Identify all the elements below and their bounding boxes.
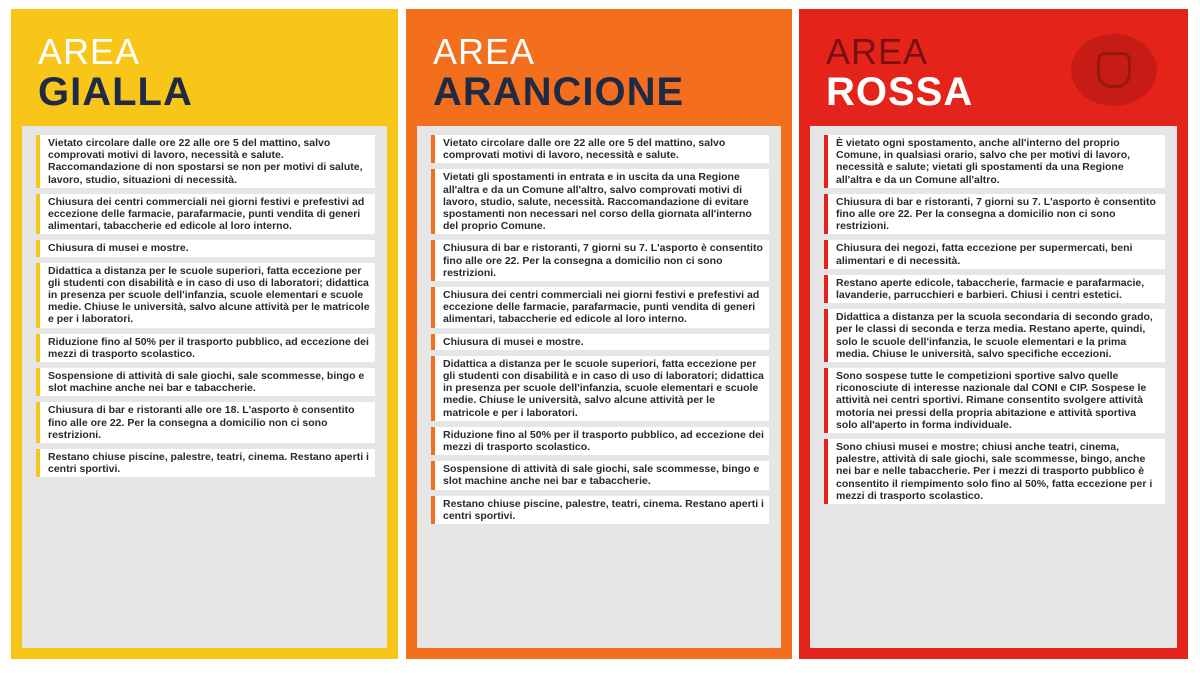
rule-item: Riduzione fino al 50% per il trasporto pubblico, ad eccezione dei mezzi di trasporto scolastico. [431, 427, 769, 455]
rule-item: Chiusura di bar e ristoranti, 7 giorni su 7. L'asporto è consentito fino alle ore 22. Per la consegna a domicilio non ci sono restrizioni. [824, 194, 1165, 235]
rules-list [810, 126, 1177, 648]
rule-item: Chiusura di musei e mostre. [36, 240, 375, 256]
panel-heading [433, 31, 685, 114]
rule-item: Sospensione di attività di sale giochi, sale scommesse, bingo e slot machine anche nei bar e tabaccherie. [36, 368, 375, 396]
rule-item: Sono chiusi musei e mostre; chiusi anche teatri, cinema, palestre, attività di sale giochi, sale scommesse, bingo, anche nei bar e nelle tabaccherie. Per i mezzi di trasporto pubblico è consentito il riempimento solo fino al 50%, fatta eccezione per i mezzi di trasporto scolastico. [824, 439, 1165, 504]
rules-list [417, 126, 781, 648]
panel-area-arancione [406, 9, 792, 659]
area-label: AREA [826, 31, 929, 72]
rule-item: Restano chiuse piscine, palestre, teatri, cinema. Restano aperti i centri sportivi. [36, 449, 375, 477]
panel-heading [38, 31, 193, 114]
rule-item: Vietati gli spostamenti in entrata e in uscita da una Regione all'altra e da un Comune all'altro, salvo comprovati motivi di lavoro, studio, salute, necessità. Raccomandazione di evitare spostamenti non necessari nel corso della giornata all'interno del proprio Comune. [431, 169, 769, 234]
panel-area-gialla [11, 9, 398, 659]
area-label: AREA [38, 31, 141, 72]
rule-item: Chiusura di bar e ristoranti, 7 giorni su 7. L'asporto è consentito fino alle ore 22. Per la consegna a domicilio non ci sono restrizioni. [431, 240, 769, 281]
emblem-icon [1071, 34, 1157, 106]
panel-heading [826, 31, 974, 114]
rule-item: Riduzione fino al 50% per il trasporto pubblico, ad eccezione dei mezzi di trasporto scolastico. [36, 334, 375, 362]
rule-item: Sono sospese tutte le competizioni sportive salvo quelle riconosciute di interesse nazionale dal CONI e CIP. Sospese le attività nei centri sportivi. Rimane consentito svolgere attività motoria nei pressi della propria abitazione e attività sportiva solo all'aperto in forma individuale. [824, 368, 1165, 433]
area-name: GIALLA [38, 70, 193, 114]
rule-item: È vietato ogni spostamento, anche all'interno del proprio Comune, in qualsiasi orario, salvo che per motivi di lavoro, necessità e salute; vietati gli spostamenti da una Regione all'altra e da un Comune all'altro. [824, 135, 1165, 188]
rule-item: Chiusura dei centri commerciali nei giorni festivi e prefestivi ad eccezione delle farmacie, parafarmacie, punti vendita di generi alimentari, tabaccherie ed edicole al loro interno. [36, 194, 375, 235]
rule-item: Restano chiuse piscine, palestre, teatri, cinema. Restano aperti i centri sportivi. [431, 496, 769, 524]
rule-item: Vietato circolare dalle ore 22 alle ore 5 del mattino, salvo comprovati motivi di lavoro, necessità e salute. [431, 135, 769, 163]
rules-list [22, 126, 387, 648]
rule-item: Chiusura dei centri commerciali nei giorni festivi e prefestivi ad eccezione delle farmacie, parafarmacie, punti vendita di generi alimentari, tabaccherie ed edicole al loro interno. [431, 287, 769, 328]
rule-item: Sospensione di attività di sale giochi, sale scommesse, bingo e slot machine anche nei bar e tabaccherie. [431, 461, 769, 489]
rule-item: Vietato circolare dalle ore 22 alle ore 5 del mattino, salvo comprovati motivi di lavoro, necessità e salute. Raccomandazione di non spostarsi se non per motivi di salute, lavoro, studio, situazioni di necessità. [36, 135, 375, 188]
area-name: ROSSA [826, 70, 974, 114]
rule-item: Didattica a distanza per le scuole superiori, fatta eccezione per gli studenti con disabilità e in caso di uso di laboratori; didattica in presenza per scuole dell'infanzia, scuole elementari e scuole medie. Chiuse le università, salvo alcune attività per le matricole e per i laboratori. [36, 263, 375, 328]
rule-item: Restano aperte edicole, tabaccherie, farmacie e parafarmacie, lavanderie, parrucchieri e barbieri. Chiusi i centri estetici. [824, 275, 1165, 303]
rule-item: Chiusura di musei e mostre. [431, 334, 769, 350]
area-name: ARANCIONE [433, 70, 685, 114]
area-label: AREA [433, 31, 536, 72]
rule-item: Didattica a distanza per la scuola secondaria di secondo grado, per le classi di seconda e terza media. Restano aperte, quindi, solo le scuole dell'infanzia, le scuole elementari e la prima media. Chiuse le università, salvo specifiche eccezioni. [824, 309, 1165, 362]
rule-item: Chiusura di bar e ristoranti alle ore 18. L'asporto è consentito fino alle ore 22. Per la consegna a domicilio non ci sono restrizioni. [36, 402, 375, 443]
rule-item: Chiusura dei negozi, fatta eccezione per supermercati, beni alimentari e di necessità. [824, 240, 1165, 268]
rule-item: Didattica a distanza per le scuole superiori, fatta eccezione per gli studenti con disabilità e in caso di uso di laboratori; didattica in presenza per scuole dell'infanzia, scuole elementari e scuole medie. Chiuse le università, salvo alcune attività per le matricole e per i laboratori. [431, 356, 769, 421]
panel-area-rossa [799, 9, 1188, 659]
